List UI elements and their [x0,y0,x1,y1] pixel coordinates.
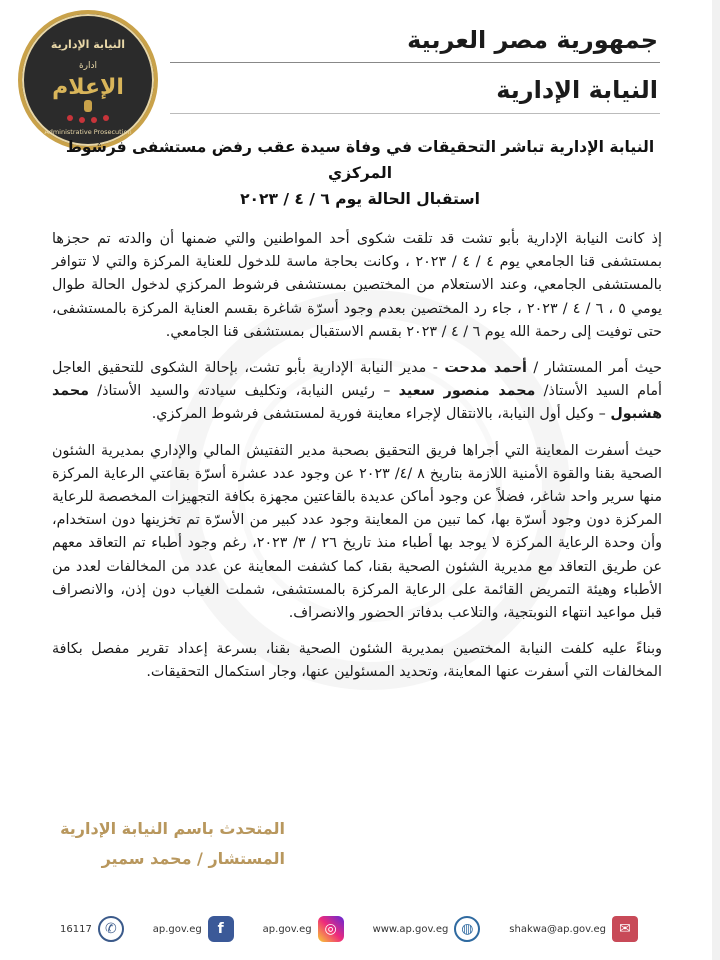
logo-text-top: النيابة الإدارية [50,38,126,51]
title-line-2: استقبال الحالة يوم ٦ / ٤ / ٢٠٢٣ [240,190,480,208]
footer-phone[interactable] [60,916,124,942]
microphone-icon [84,100,92,112]
page-edge [712,0,720,960]
spokesperson-name: المستشار / محمد سمير [101,849,285,868]
title-line-1: النيابة الإدارية تباشر التحقيقات في وفاة سيدة عقب رفض مستشفى فرشوط المركزي [65,138,655,182]
press-release-body [52,228,662,698]
signature-block [60,814,285,874]
website-url: www.ap.gov.eg [372,923,449,935]
spokesperson-title: المتحدث باسم النيابة الإدارية [60,819,285,838]
footer-email[interactable] [509,916,638,942]
mail-icon: ✉ [612,916,638,942]
footer-instagram[interactable] [263,916,344,942]
press-release-title [60,134,660,212]
name-mohamed-hashboul: محمد هشبول [52,383,662,423]
logo-text-main: الإعلام [52,75,124,100]
header-divider-2 [170,113,660,114]
instagram-icon: ◎ [318,916,344,942]
email-address: shakwa@ap.gov.eg [509,923,606,935]
paragraph-conclusion: وبناءً عليه كلفت النيابة المختصين بمديرية الشئون الصحية بقنا، بسرعة إعداد تقرير مفصل بكافة المخالفات التي أسفرت عنها المعاينة، وتحديد المسئولين عنها، وجار استكمال التحقيقات. [52,641,662,681]
footer-facebook[interactable] [153,916,234,942]
hotline-number: 16117 [60,923,92,935]
paragraph-inspection: حيث أسفرت المعاينة التي أجراها فريق التحقيق بصحبة مدير التفتيش المالي والإداري بمديرية الشئون الصحية بقنا والقوة الأمنية اللازمة بتاريخ ٨ /٤/ ٢٠٢٣ عن وجود عدد عشرة أسرّة بقاعتي الرعاية المركزة منها سرير واحد شاغر، فضلاً عن وجود أماكن عديدة بالقاعتين مجهزة بكافة التجهيزات المخصصة للرعاية المركزة دون وجود أسرّة بها، كما تبين من المعاينة وجود عدد كبير من الأسرّة تم تخزينها دون استخدام، وأن وحدة الرعاية المركزة لا يوجد بها أطباء منذ تاريخ ٢٦ / ٣/ ٢٠٢٣، رغم وجود أطباء تم التعاقد معهم عن طريق التعاقد مع مديرية الشئون الصحية بقنا، كما كشفت المعاينة عن عدد من المخالفات لعدد من الأطباء وهيئة التمريض القائمة على الرعاية المركزة بالمستشفى، شملت الغياب دون إذن، والانصراف قبل مواعيد انتهاء النوبتجية، والتلاعب بدفاتر الحضور والانصراف. [52,442,662,622]
paragraph-referral: حيث أمر المستشار / أحمد مدحت - مدير النيابة الإدارية بأبو تشت، بإحالة الشكوى للتحقيق العاجل أمام السيد الأستاذ/ محمد منصور سعيد – رئيس النيابة، وتكليف سيادته والسيد الأستاذ/ محمد هشبول – وكيل أول النيابة، بالانتقال لإجراء معاينة فورية لمستشفى فرشوط المركزي. [52,360,662,423]
authority-name: النيابة الإدارية [496,76,658,104]
footer-website[interactable] [373,916,481,942]
media-department-logo [18,10,158,150]
contact-footer [60,912,638,946]
facebook-icon: f [208,916,234,942]
phone-icon: ✆ [98,916,124,942]
globe-icon: ◍ [454,916,480,942]
name-ahmed-medhat: أحمد مدحت [444,360,527,377]
paragraph-complaint: إذ كانت النيابة الإدارية بأبو تشت قد تلقت شكوى أحد المواطنين والتي ضمنها أن والدته تم حجزها بمستشفى قنا الجامعي يوم ٤ / ٤ / ٢٠٢٣ ، وكانت بحاجة ماسة للدخول للعناية المركزة والتي لا تتوافر بالمستشفى الجامعي، وعند الاستعلام من المختصين بمستشفى فرشوط المركزي لدخول الحالة طوال يومي ٥ ، ٦ / ٤ / ٢٠٢٣ ، جاء رد المختصين بعدم وجود أسرّة شاغرة بقسم العناية المركزة بالمستشفى، حتى توفيت إلى رحمة الله يوم ٦ / ٤ / ٢٠٢٣ بقسم الاستقبال بمستشفى قنا الجامعي. [52,231,663,340]
logo-text-ring: Administrative Prosecution [44,128,132,136]
instagram-handle: ap.gov.eg [262,923,312,935]
name-mohamed-mansour: محمد منصور سعيد [398,383,536,400]
facebook-handle: ap.gov.eg [152,923,202,935]
country-name: جمهورية مصر العربية [407,26,658,54]
header-divider [170,62,660,63]
logo-text-dept: ادارة [78,61,98,71]
